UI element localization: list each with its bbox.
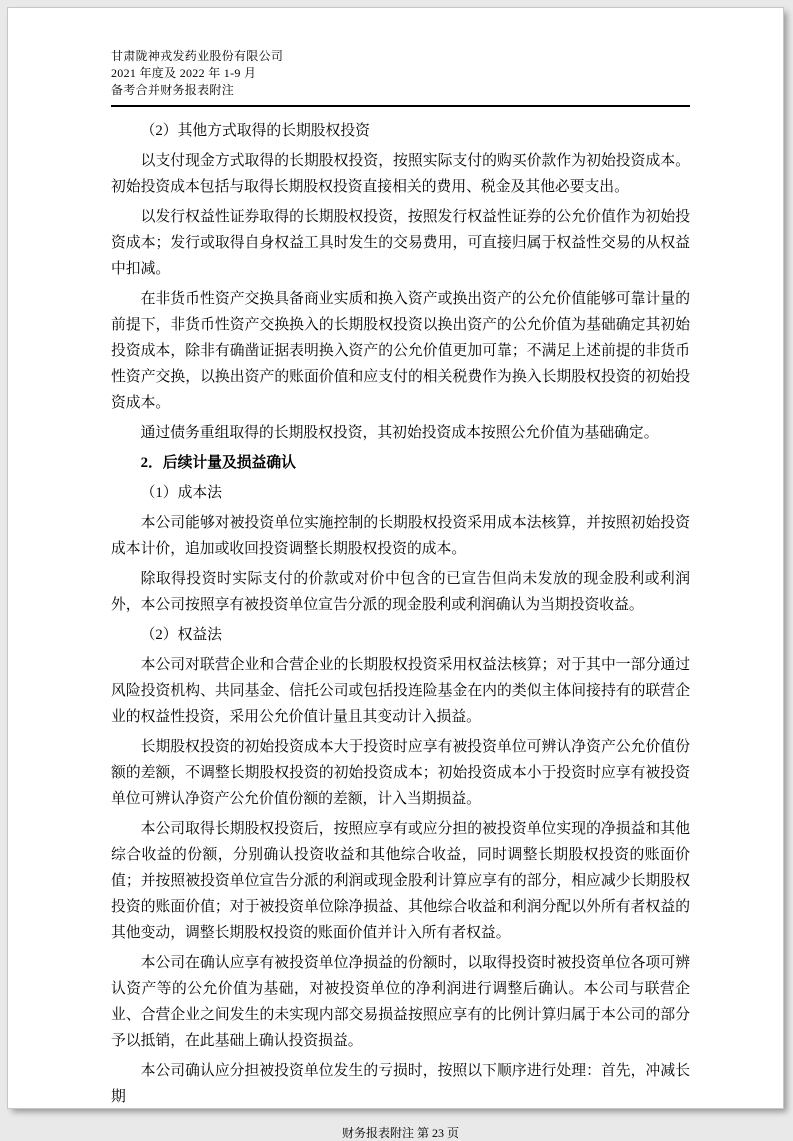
page-footer — [111, 1114, 690, 1141]
page-number-text: 财务报表附注 第 23 页 — [341, 1126, 459, 1140]
paragraph: 长期股权投资的初始投资成本大于投资时应享有被投资单位可辨认净资产公允价值份额的差额，不调整长期股权投资的初始投资成本；初始投资成本小于投资时应享有被投资单位可辨认净资产公允价值份额的差额，计入当期损益。 — [111, 739, 690, 807]
paragraph: 本公司在确认应享有被投资单位净损益的份额时，以取得投资时被投资单位各项可辨认资产等的公允价值为基础，对被投资单位的净利润进行调整后确认。本公司与联营企业、合营企业之间发生的未实现内部交易损益按照应享有的比例计算归属于本公司的部分予以抵销，在此基础上确认投资损益。 — [111, 955, 690, 1049]
page-header — [111, 48, 690, 107]
paragraph: 以发行权益性证券取得的长期股权投资，按照发行权益性证券的公允价值作为初始投资成本；发行或取得自身权益工具时发生的交易费用，可直接归属于权益性交易的从权益中扣减。 — [111, 209, 690, 277]
header-document-title: 备考合并财务报表附注 — [111, 83, 235, 97]
paragraph: 本公司确认应分担被投资单位发生的亏损时，按照以下顺序进行处理：首先，冲减长期 — [111, 1063, 690, 1105]
paragraph: 本公司对联营企业和合营企业的长期股权投资采用权益法核算；对于其中一部分通过风险投资机构、共同基金、信托公司或包括投连险基金在内的类似主体间接持有的联营企业的权益性投资，采用公允价值计量且其变动计入损益。 — [111, 657, 690, 725]
paragraph: 本公司取得长期股权投资后，按照应享有或应分担的被投资单位实现的净损益和其他综合收益的份额，分别确认投资收益和其他综合收益，同时调整长期股权投资的账面价值；并按照被投资单位宣告分派的利润或现金股利计算应享有的部分，相应减少长期股权投资的账面价值；对于被投资单位除净损益、其他综合收益和利润分配以外所有者权益的其他变动，调整长期股权投资的账面价值并计入所有者权益。 — [111, 821, 690, 941]
paragraph: 以支付现金方式取得的长期股权投资，按照实际支付的购买价款作为初始投资成本。初始投资成本包括与取得长期股权投资直接相关的费用、税金及其他必要支出。 — [111, 153, 690, 195]
paragraph: 在非货币性资产交换具备商业实质和换入资产或换出资产的公允价值能够可靠计量的前提下，非货币性资产交换换入的长期股权投资以换出资产的公允价值为基础确定其初始投资成本，除非有确凿证据表明换入资产的公允价值更加可靠；不满足上述前提的非货币性资产交换，以换出资产的账面价值和应支付的相关税费作为换入长期股权投资的初始投资成本。 — [111, 291, 690, 411]
document-page — [8, 8, 783, 1140]
paragraph: （1）成本法 — [140, 485, 222, 501]
header-report-period: 2021 年度及 2022 年 1-9 月 — [111, 66, 257, 80]
document-body — [111, 118, 690, 1114]
paragraph: 通过债务重组取得的长期股权投资，其初始投资成本按照公允价值为基础确定。 — [140, 425, 659, 441]
paragraph: 本公司能够对被投资单位实施控制的长期股权投资采用成本法核算，并按照初始投资成本计价，追加或收回投资调整长期股权投资的成本。 — [111, 515, 690, 557]
paragraph: （2）其他方式取得的长期股权投资 — [140, 123, 370, 139]
header-company-name: 甘肃陇神戎发药业股份有限公司 — [111, 49, 284, 63]
paragraph: （2）权益法 — [140, 627, 222, 643]
section-heading: 2．后续计量及损益确认 — [140, 455, 296, 471]
paragraph: 除取得投资时实际支付的价款或对价中包含的已宣告但尚未发放的现金股利或利润外，本公司按照享有被投资单位宣告分派的现金股利或利润确认为当期投资收益。 — [111, 571, 690, 613]
